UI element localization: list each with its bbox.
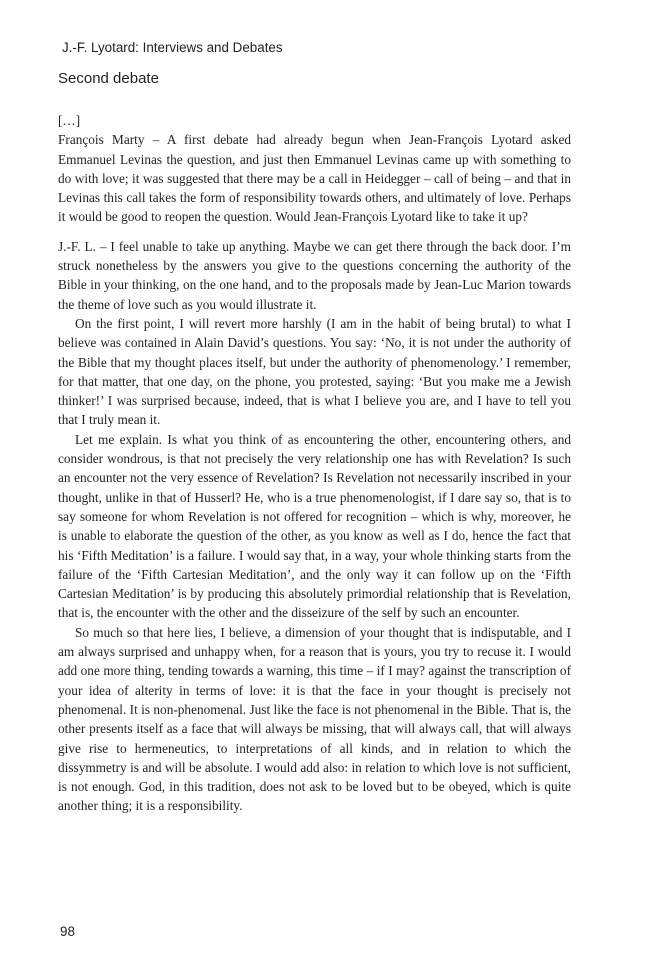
- paragraph-first-point: On the first point, I will revert more harshly (I am in the habit of being brutal) to what I believe was contained in Alain David’s questions. You say: ‘No, it is not under the authority of the Bible that my thought places itself, but under the authority of phenomenology.’ I remember, for that matter, that one day, on the phone, you protested, saying: ‘But you make me a Jewish thinker!’ I was surprised because, indeed, that is what I believe you are, and I have to tell you that I truly mean it.: [58, 315, 571, 428]
- section-title: Second debate: [58, 70, 159, 87]
- paragraph-lyotard-opening: J.-F. L. – I feel unable to take up anything. Maybe we can get there through the back door. I’m struck nonetheless by the answers you give to the questions concerning the authority of the Bible in your thinking, on the one hand, and to the proposals made by Jean-Luc Marion towards the theme of love such as you would illustrate it.: [58, 238, 571, 312]
- paragraph-let-me-explain: Let me explain. Is what you think of as encountering the other, encountering others, and consider wondrous, is that not precisely the very relationship one has with Revelation? Is such an encounter not the very essence of Revelation? Is Revelation not necessarily inscribed in your thought, unlike in that of Husserl? He, who is a true phenomenologist, if I dare say so, that is to say someone for whom Revelation is not offered for recognition – which is why, moreover, he is unable to elaborate the question of the other, as you know as well as I do, hence the fact that his ‘Fifth Meditation’ is a failure. I would say that, in a way, your whole thinking starts from the failure of the ‘Fifth Cartesian Meditation’, and the only way it can follow up on the ‘Fifth Cartesian Meditation’ is by producing this absolutely primordial relationship that is Revelation, that is, the encounter with the other and the disseizure of the self by such an encounter.: [58, 431, 571, 621]
- ellipsis-marker: […]: [58, 113, 81, 128]
- paragraph-marty: François Marty – A first debate had already begun when Jean-François Lyotard asked Emmanuel Levinas the question, and just then Emmanuel Levinas came up with something to do with love; it was suggested that there may be a call in Heidegger – call of being – and that in Levinas this call takes the form of responsibility towards others, and ultimately of love. Perhaps it would be good to reopen the question. Would Jean-François Lyotard like to take it up?: [58, 132, 571, 225]
- page-number: 98: [60, 924, 75, 939]
- running-head: J.-F. Lyotard: Interviews and Debates: [62, 40, 283, 55]
- body-text: [58, 111, 571, 816]
- paragraph-so-much-so: So much so that here lies, I believe, a dimension of your thought that is indisputable, and I am always surprised and unhappy when, for a reason that is yours, you try to recuse it. I would add one more thing, tending towards a warning, this time – if I may? against the transcription of your idea of alterity in terms of love: it is that the face in your thought is precisely not phenomenal. It is non-phenomenal. Just like the face is not phenomenal in the Bible. That is, the other presents itself as a face that will always be missing, that will always call, that will always give rise to hermeneutics, to interpretations of all kinds, and in relation to which the dissymmetry is and will be absolute. I would add also: in relation to which love is not sufficient, is not enough. God, in this tradition, does not ask to be loved but to be obeyed, which is quite another thing; it is a responsibility.: [58, 624, 571, 814]
